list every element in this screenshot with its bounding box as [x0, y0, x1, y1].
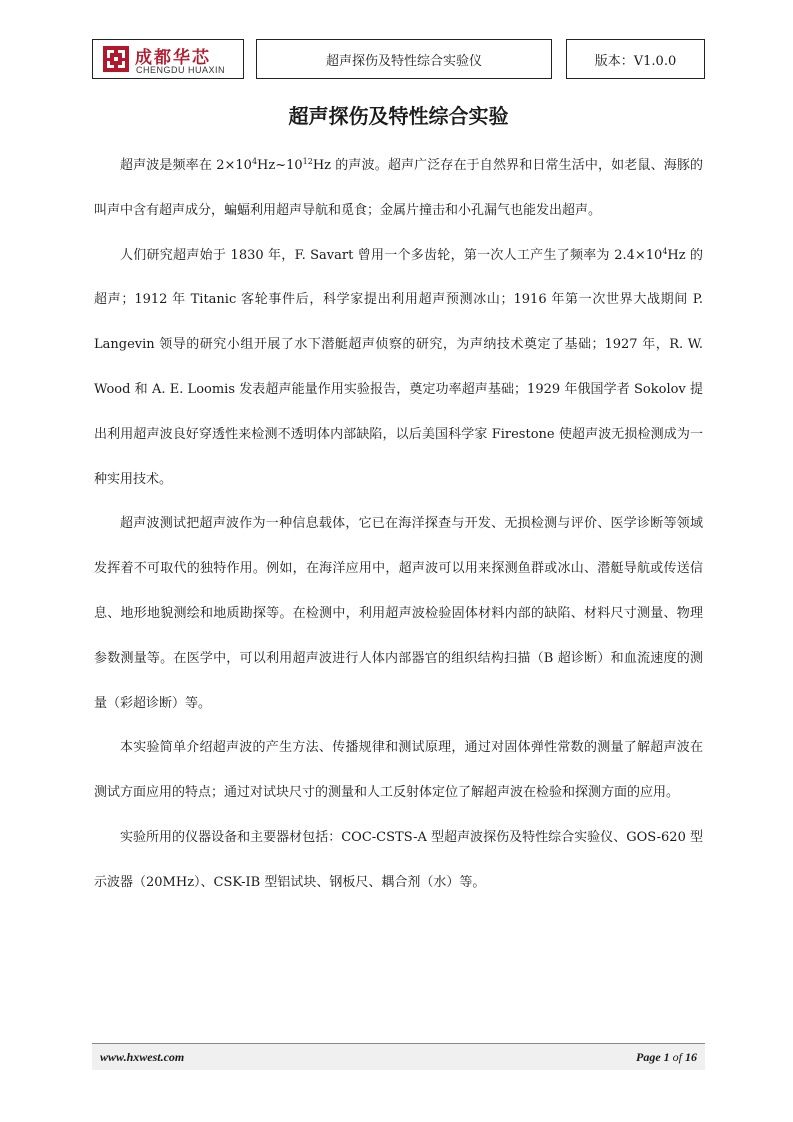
page-header: [92, 39, 705, 81]
paragraph-3: 超声波测试把超声波作为一种信息载体，它已在海洋探查与开发、无损检测与评价、医学诊断等领域发挥着不可取代的独特作用。例如，在海洋应用中，超声波可以用来探测鱼群或冰山、潜艇导航或传送信息、地形地貌测绘和地质勘探等。在检测中，利用超声波检验固体材料内部的缺陷、材料尺寸测量、物理参数测量等。在医学中，可以利用超声波进行人体内部器官的组织结构扫描（B 超诊断）和血流速度的测量（彩超诊断）等。: [94, 516, 703, 711]
company-logo: [92, 39, 244, 79]
paragraph-4: 本实验简单介绍超声波的产生方法、传播规律和测试原理，通过对固体弹性常数的测量了解超声波在测试方面应用的特点；通过对试块尺寸的测量和人工反射体定位了解超声波在检验和探测方面的应用。: [94, 740, 703, 801]
header-doc-name: 超声探伤及特性综合实验仪: [256, 39, 552, 79]
header-version: 版本：V1.0.0: [566, 39, 705, 79]
footer-website-link[interactable]: www.hxwest.com: [100, 1050, 185, 1064]
paragraph-2: 人们研究超声始于 1830 年，F. Savart 曾用一个多齿轮，第一次人工产生了频率为 $2.4\times 10^4Hz$ 的超声；1912 年 Titanic 客轮事件后，科学家提出利用超声预测冰山；1916 年第一次世界大战期间 P. Langevin 领导的研究小组开展了水下潜艇超声侦察的研究，为声纳技术奠定了基础；1927 年，R. W. Wood 和 A. E. Loomis 发表超声能量作用实验报告，奠定功率超声基础；1929 年俄国学者 Sokolov 提出利用超声波良好穿透性来检测不透明体内部缺陷，以后美国科学家 Firestone 使超声波无损检测成为一种实用技术。: [94, 246, 703, 487]
chengdu-huaxin-logo-icon: [103, 46, 129, 72]
footer-page-number: Page 1 of 16: [636, 1050, 697, 1064]
logo-text-cn: 成都华芯: [135, 48, 211, 68]
document-title: 超声探伤及特性综合实验: [288, 104, 509, 128]
paragraph-5: 实验所用的仪器设备和主要器材包括：COC-CSTS-A 型超声波探伤及特性综合实验仪、GOS-620 型示波器（20MHz）、CSK-IB 型铝试块、钢板尺、耦合剂（水）等。: [94, 829, 703, 890]
document-body: [94, 144, 703, 906]
logo-text-en: CHENGDU HUAXIN: [136, 65, 226, 75]
paragraph-1: 超声波是频率在 $2\times 10^4Hz\sim 10^{12}Hz$ 的声波。超声广泛存在于自然界和日常生活中，如老鼠、海豚的叫声中含有超声成分，蝙蝠利用超声导航和觅食；金属片撞击和小孔漏气也能发出超声。: [94, 157, 703, 218]
page-footer: [92, 1043, 705, 1070]
